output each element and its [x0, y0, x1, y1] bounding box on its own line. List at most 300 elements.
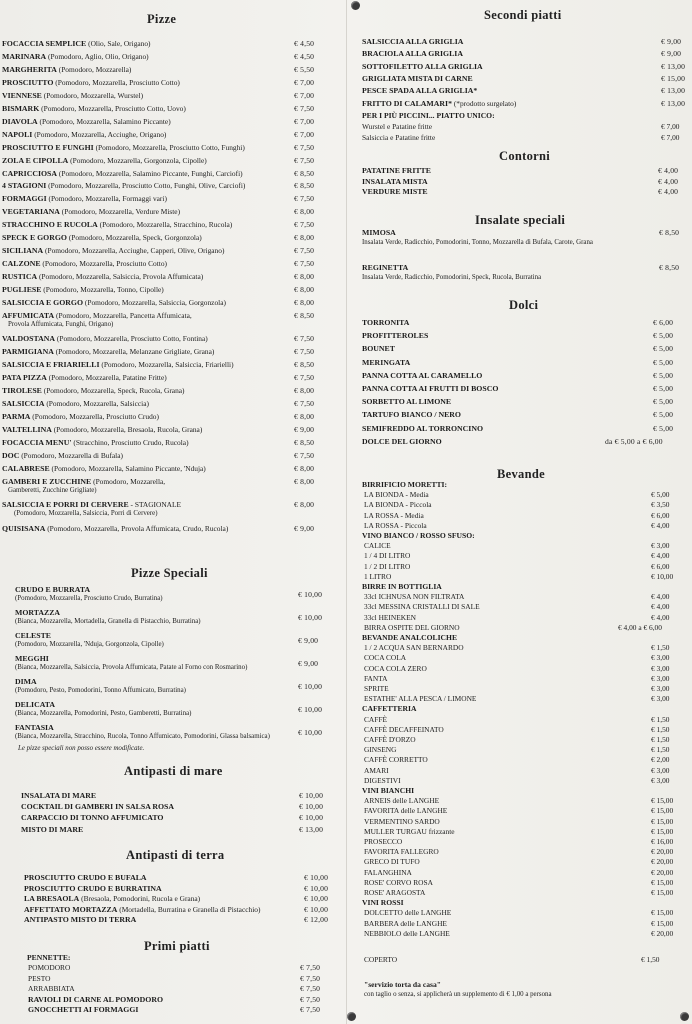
drink-name: LA ROSSA - Piccola: [364, 520, 427, 530]
item-name: FOCACCIA SEMPLICE: [2, 39, 87, 48]
kids-menu-title: PER I PIÙ PICCINI... PIATTO UNICO:: [362, 111, 495, 120]
menu-item: [2, 283, 336, 296]
section-title-pizze-speciali: Pizze Speciali: [131, 566, 208, 580]
drink-name: ARNEIS delle LANGHE: [364, 796, 440, 806]
drink-group-title: VINI BIANCHI: [362, 786, 415, 795]
drink-price: € 3,00: [651, 653, 670, 663]
item-price: da € 5,00 a € 6,00: [605, 436, 663, 446]
section-title-dolci: Dolci: [509, 298, 539, 312]
menu-item: [362, 84, 692, 97]
item-description: (Pomodoro, Mozzarella, Salsiccia, Friarielli): [101, 360, 234, 370]
drink-price: € 1,50: [651, 724, 670, 734]
item-price: € 7,50: [294, 334, 315, 344]
menu-item: [28, 1003, 328, 1016]
item-name: SICILIANA: [2, 246, 44, 256]
menu-item: [2, 296, 336, 309]
item-price: € 9,00: [661, 49, 682, 59]
item-price: € 8,50: [294, 438, 315, 448]
drink-name: CAFFÈ CORRETTO: [364, 755, 428, 765]
item-description: (Pomodoro, Mozzarella, Verdure Miste): [61, 207, 181, 217]
item-name: SOTTOFILETTO ALLA GRIGLIA: [362, 61, 483, 71]
torta-description: con taglio o senza, si applicherà un supplemento di € 1,00 a persona: [364, 991, 552, 998]
drink-name: LA BIONDA - Media: [364, 490, 429, 500]
item-price: € 7,50: [294, 347, 315, 357]
item-name: PARMIGIANA: [2, 347, 54, 357]
drink-price: € 10,00: [651, 571, 674, 581]
item-price: € 10,00: [304, 873, 329, 882]
item-name: CAPRICCIOSA: [2, 168, 58, 178]
item-price: € 5,50: [294, 64, 315, 74]
menu-item: [2, 244, 336, 257]
item-description: (Pomodoro, Mozzarella, Speck, Gorgonzola): [68, 233, 202, 243]
item-price: € 10,00: [299, 802, 324, 812]
menu-item: [362, 408, 692, 421]
menu-item: [362, 47, 692, 60]
menu-item: [2, 102, 336, 115]
item-description-line2: Gamberetti, Zucchine Grigliate): [8, 486, 97, 494]
drink-price: € 20,00: [651, 867, 674, 877]
item-name: STRACCHINO E RUCOLA: [2, 220, 98, 230]
menu-item: [2, 89, 336, 102]
menu-item: [2, 397, 336, 410]
item-price: € 7,50: [300, 984, 321, 994]
item-description: (Bianca, Mozzarella, Pomodorini, Pesto, Gamberetti, Burratina): [15, 710, 192, 717]
item-name: CRUDO E BURRATA: [15, 585, 91, 594]
item-name: ZOLA E CIPOLLA: [2, 155, 69, 165]
item-description: (Pomodoro, Mozzarella, Gorgonzola, Cipolle): [70, 155, 207, 165]
item-price: € 10,00: [299, 791, 324, 800]
item-price: € 10,00: [298, 728, 323, 737]
item-price: € 7,00: [294, 116, 315, 126]
item-price: € 13,00: [661, 86, 686, 96]
item-price: € 13,00: [299, 824, 324, 834]
menu-item: [2, 218, 336, 231]
drink-price: € 20,00: [651, 857, 674, 867]
drink-name: 33cl MESSINA CRISTALLI DI SALE: [364, 602, 480, 612]
drink-price: € 20,00: [651, 928, 674, 938]
drink-price: € 4,00: [651, 520, 670, 530]
item-name: FRITTO DI CALAMARI*: [362, 98, 452, 108]
menu-item: [362, 97, 692, 110]
drink-name: CAFFÈ DECAFFEINATO: [364, 724, 444, 734]
drink-name: SPRITE: [364, 684, 389, 693]
item-description: (Pomodoro, Mozzarella, Stracchino, Rucola): [99, 220, 233, 230]
section-title-contorni: Contorni: [499, 149, 551, 163]
menu-item: [362, 316, 692, 329]
item-price: € 8,00: [294, 476, 315, 486]
item-description: (Pomodoro, Mozzarella, Acciughe, Capperi, Olive, Origano): [45, 246, 225, 256]
item-price: € 8,00: [294, 233, 315, 243]
menu-item: [362, 185, 692, 198]
item-name: DOLCE DEL GIORNO: [362, 436, 442, 446]
item-name: PANNA COTTA AI FRUTTI DI BOSCO: [362, 384, 499, 393]
drink-price: € 5,00: [651, 490, 670, 500]
item-description: (Pomodoro, Mozzarella, Salsiccia, Gorgonzola): [84, 298, 226, 307]
item-price: € 4,00: [658, 187, 679, 196]
menu-item: [362, 60, 692, 73]
menu-item: [2, 358, 336, 371]
drink-name: ESTATHE' ALLA PESCA / LIMONE: [364, 694, 477, 704]
drink-group-title: VINO BIANCO / ROSSO SFUSO:: [362, 531, 475, 540]
kids-item-price: € 7,00: [661, 132, 680, 142]
item-price: € 8,50: [659, 228, 680, 237]
item-price: € 10,00: [298, 590, 323, 599]
drink-name: BIRRA OSPITE DEL GIORNO: [364, 622, 460, 632]
item-price: € 4,00: [658, 166, 679, 175]
item-description: (Bianca, Mozzarella, Salsiccia, Provola Affumicata, Patate al Forno con Rosmarino): [15, 664, 248, 671]
item-description: (Pomodoro, Mozzarella,: [93, 476, 166, 486]
item-name: MARINARA: [2, 51, 47, 61]
drink-name: DIGESTIVI: [364, 775, 401, 785]
item-price: € 5,00: [653, 344, 674, 354]
drink-price: € 15,00: [651, 796, 674, 806]
item-description: (*prodotto surgelato): [453, 98, 517, 108]
item-name: SALSICCIA ALLA GRIGLIA: [362, 37, 464, 46]
item-name: TIROLESE: [2, 386, 42, 396]
drink-name: BARBERA delle LANGHE: [364, 918, 447, 928]
item-price: € 8,00: [294, 412, 315, 422]
item-price: € 7,00: [294, 90, 315, 100]
drink-price: € 1,50: [651, 735, 670, 744]
menu-item: [2, 410, 336, 423]
item-price: € 9,00: [298, 636, 319, 645]
item-price: € 8,50: [294, 181, 315, 191]
drink-price: € 15,00: [651, 826, 674, 836]
item-price: € 5,00: [653, 397, 674, 407]
coperto-label: COPERTO: [364, 955, 398, 964]
item-name: TORRONITA: [362, 318, 410, 327]
item-price: € 5,00: [653, 370, 674, 380]
drink-price: € 3,00: [651, 694, 670, 704]
item-name: MERINGATA: [362, 357, 411, 367]
item-price: € 7,50: [294, 246, 315, 256]
item-name: PANNA COTTA AL CARAMELLO: [362, 370, 483, 380]
menu-item: [362, 369, 692, 382]
drink-price: € 16,00: [651, 837, 674, 846]
item-name: PROFITTEROLES: [362, 331, 429, 341]
drink-name: VERMENTINO SARDO: [364, 816, 440, 826]
section-title-pizze: Pizze: [147, 12, 177, 26]
item-price: € 13,00: [661, 61, 686, 71]
menu-item: [362, 435, 663, 448]
drink-name: DOLCETTO delle LANGHE: [364, 908, 452, 918]
drink-price: € 3,00: [651, 775, 670, 785]
drink-name: GINSENG: [364, 745, 397, 755]
item-name: TARTUFO BIANCO / NERO: [362, 410, 461, 420]
item-name: PARMA: [2, 412, 31, 422]
kids-item-name: Wurstel e Patatine fritte: [362, 122, 433, 131]
item-price: € 9,00: [294, 523, 315, 533]
item-description: (Pomodoro, Mozzarella, Acciughe, Origano): [34, 129, 167, 139]
drink-name: CALICE: [364, 541, 391, 551]
item-name: BRACIOLA ALLA GRIGLIA: [362, 49, 463, 59]
item-name: MIMOSA: [362, 228, 396, 237]
item-name: MORTAZZA: [15, 608, 61, 617]
item-price: € 12,00: [304, 915, 329, 924]
section-title-primi: Primi piatti: [144, 939, 210, 953]
menu-item: [362, 395, 692, 408]
item-description: (Pomodoro, Aglio, Olio, Origano): [48, 51, 149, 61]
item-name: AFFUMICATA: [2, 310, 55, 320]
drink-price: € 3,00: [651, 765, 670, 775]
item-price: € 8,00: [294, 386, 315, 396]
item-description: (Pomodoro, Pesto, Pomodorini, Tonno Affumicato, Burratina): [15, 687, 186, 694]
drink-group-title: BIRRIFICIO MORETTI:: [362, 480, 448, 489]
item-price: € 5,00: [653, 357, 674, 367]
item-name: DIMA: [15, 677, 37, 686]
item-price: € 7,00: [294, 129, 315, 139]
menu-item: [362, 72, 692, 85]
item-name: FANTASIA: [15, 723, 54, 732]
item-description: (Pomodoro, Mozzarella, Prosciutto Cotto): [55, 77, 180, 87]
item-name: VALDOSTANA: [2, 334, 56, 344]
item-name: QUISISANA: [2, 523, 46, 533]
item-name: ARRABBIATA: [28, 984, 75, 994]
drink-price: € 20,00: [651, 847, 674, 857]
drink-price: € 4,00: [651, 592, 670, 602]
drink-price: € 15,00: [651, 806, 674, 816]
menu-item: [2, 37, 336, 50]
item-price: € 5,00: [653, 331, 674, 341]
drink-group-title: BIRRE IN BOTTIGLIA: [362, 582, 442, 591]
drink-name: AMARI: [364, 765, 389, 775]
item-name: BISMARK: [2, 103, 40, 113]
item-description: Insalata Verde, Radicchio, Pomodorini, Tonno, Mozzarella di Bufala, Carote, Grana: [362, 239, 593, 246]
item-name: PATA PIZZA: [2, 373, 47, 383]
drink-price: € 3,00: [651, 673, 670, 683]
drink-price: € 1,50: [651, 745, 670, 755]
item-price: € 10,00: [298, 705, 323, 714]
menu-item: [2, 270, 336, 283]
item-name: GRIGLIATA MISTA DI CARNE: [362, 73, 473, 83]
item-name: PROSCIUTTO: [2, 77, 54, 87]
item-name: ANTIPASTO MISTO DI TERRA: [24, 915, 137, 924]
pin-hole-top: [351, 1, 360, 10]
menu-item: [2, 50, 336, 63]
item-price: € 10,00: [298, 682, 323, 691]
section-title-secondi: Secondi piatti: [484, 8, 562, 22]
item-description: (Pomodoro, Mozzarella): [58, 64, 132, 74]
item-name: CARPACCIO DI TONNO AFFUMICATO: [21, 813, 164, 823]
menu-item: [24, 913, 368, 926]
menu-item: [362, 35, 692, 48]
drink-price: € 3,50: [651, 500, 670, 510]
item-price: € 7,50: [294, 220, 315, 230]
item-price: € 8,00: [294, 298, 315, 307]
section-title-bevande: Bevande: [497, 467, 545, 481]
item-price: € 13,00: [661, 98, 686, 108]
drink-name: LA ROSSA - Media: [364, 510, 424, 520]
item-name: PROSCIUTTO CRUDO E BUFALA: [24, 873, 147, 882]
item-description-line2: (Pomodoro, Mozzarella, Salsiccia, Porri di Cervere): [14, 510, 158, 518]
item-description: (Pomodoro, Mozzarella, Prosciutto Cotto): [42, 259, 168, 269]
drink-name: NEBBIOLO delle LANGHE: [364, 928, 450, 938]
item-description: Insalata Verde, Radicchio, Pomodorini, Speck, Rucola, Burratina: [362, 274, 542, 281]
menu-item: [362, 356, 692, 369]
item-price: € 8,50: [294, 168, 315, 178]
item-description: (Bresaola, Pomodorini, Rucola e Grana): [81, 894, 201, 903]
drink-name: PROSECCO: [364, 837, 403, 846]
menu-item: [2, 63, 336, 76]
item-name: PATATINE FRITTE: [362, 166, 431, 175]
drink-name: CAFFÈ D'ORZO: [364, 735, 416, 744]
drink-price: € 4,00: [651, 602, 670, 612]
drink-name: FANTA: [364, 673, 388, 683]
item-description: (Pomodoro, Mozzarella, Prosciutto Crudo, Burratina): [15, 595, 163, 602]
item-price: € 8,00: [294, 463, 315, 473]
item-description: (Bianca, Mozzarella, Stracchino, Rucola, Tonno Affumicato, Pomodorini, Glassa balsamica): [15, 733, 270, 740]
drink-price: € 6,00: [651, 561, 670, 571]
item-price: € 8,50: [294, 360, 315, 370]
kids-item-name: Salsiccia e Patatine fritte: [362, 132, 436, 142]
drink-name: GRECO DI TUFO: [364, 857, 420, 867]
special-pizza-note: Le pizze speciali non posso essere modificate.: [18, 745, 145, 752]
menu-item: [2, 384, 336, 397]
menu-item: [2, 167, 336, 180]
coperto-price: € 1,50: [641, 955, 660, 964]
item-price: € 9,00: [294, 425, 315, 435]
section-title-antipasti-mare: Antipasti di mare: [124, 764, 223, 778]
item-name: DELICATA: [15, 700, 56, 709]
item-price: € 10,00: [304, 883, 329, 893]
item-description: (Pomodoro, Mozzarella, Prosciutto Cotto, Funghi): [95, 142, 245, 152]
item-name: INSALATA MISTA: [362, 176, 428, 186]
item-name: NAPOLI: [2, 129, 33, 139]
drink-price: € 15,00: [651, 877, 674, 887]
menu-item: [2, 462, 336, 475]
item-price: € 10,00: [304, 894, 329, 903]
drink-price: € 4,00: [651, 551, 670, 561]
item-name: COCKTAIL DI GAMBERI IN SALSA ROSA: [21, 802, 175, 812]
item-description: (Pomodoro, Mozzarella, Patatine Fritte): [48, 373, 167, 383]
drink-name: LA BIONDA - Piccola: [364, 500, 432, 510]
item-price: € 5,00: [653, 410, 674, 420]
item-name: GNOCCHETTI AI FORMAGGI: [28, 1005, 139, 1015]
drink-price: € 15,00: [651, 816, 674, 826]
item-name: INSALATA DI MARE: [21, 791, 97, 800]
drink-price: € 3,00: [651, 663, 670, 673]
item-name: CALABRESE: [2, 463, 50, 473]
menu-item: [2, 332, 336, 345]
item-name: DOC: [2, 451, 20, 460]
item-price: € 4,50: [294, 39, 315, 48]
item-price: € 7,50: [294, 399, 315, 409]
drink-name: 1 / 4 DI LITRO: [364, 551, 411, 561]
item-price: € 8,00: [294, 207, 315, 217]
item-name: VEGETARIANA: [2, 207, 60, 217]
item-name: PESTO: [28, 973, 51, 983]
item-description: (Pomodoro, Mozzarella, Melanzane Grigliate, Grana): [55, 347, 215, 357]
drink-price: € 15,00: [651, 888, 674, 897]
item-description: (Pomodoro, Mozzarella, Pancetta Affumicata,: [55, 310, 192, 320]
drink-name: 1 LITRO: [364, 571, 392, 581]
drink-group-title: BEVANDE ANALCOLICHE: [362, 633, 458, 642]
item-description: (Pomodoro, Mozzarella, 'Nduja, Gorgonzola, Cipolle): [15, 641, 164, 648]
item-description: (Pomodoro, Mozzarella di Bufala): [21, 451, 123, 460]
item-description-line2: Provola Affumicata, Funghi, Origano): [8, 320, 114, 328]
menu-item: [2, 192, 336, 205]
item-name: MISTO DI MARE: [21, 824, 84, 834]
item-price: € 7,50: [294, 194, 315, 204]
item-description: (Pomodoro, Mozzarella, Salamino Piccante): [39, 116, 171, 126]
item-name: BOUNET: [362, 344, 395, 354]
menu-item: [2, 141, 336, 154]
item-price: € 5,00: [653, 384, 674, 393]
item-description: (Pomodoro, Mozzarella, Salsiccia): [46, 399, 149, 409]
drink-name: FALANGHINA: [364, 867, 412, 877]
item-description: - STAGIONALE: [130, 500, 182, 510]
item-description: (Mortadella, Burratina e Granella di Pistacchio): [119, 904, 261, 914]
item-price: € 4,00: [658, 176, 679, 186]
drink-name: ROSE' ARAGOSTA: [364, 888, 426, 897]
drink-price: € 2,00: [651, 755, 670, 765]
item-name: PESCE SPADA ALLA GRIGLIA*: [362, 86, 478, 96]
item-name: PUGLIESE: [2, 285, 42, 295]
item-description: (Pomodoro, Mozzarella, Prosciutto Cotto, Uovo): [41, 103, 186, 113]
item-description: (Pomodoro, Mozzarella, Wurstel): [43, 90, 144, 100]
item-price: € 7,50: [294, 142, 315, 152]
drink-name: COCA COLA: [364, 653, 407, 663]
item-price: € 7,50: [300, 994, 321, 1004]
item-name: PROSCIUTTO CRUDO E BURRATINA: [24, 883, 162, 893]
menu-item: [362, 422, 692, 435]
item-name: FORMAGGI: [2, 194, 47, 204]
item-description: (Pomodoro, Mozzarella, Salsiccia, Provola Affumicata): [38, 272, 204, 282]
item-description: (Pomodoro, Mozzarella, Formaggi vari): [48, 194, 167, 204]
item-price: € 15,00: [661, 73, 686, 83]
item-name: RUSTICA: [2, 272, 38, 282]
item-name: AFFETTATO MORTAZZA: [24, 904, 118, 914]
item-price: € 8,00: [294, 272, 315, 282]
menu-item: [2, 522, 336, 535]
drink-group-title: VINI ROSSI: [362, 898, 404, 908]
item-price: € 10,00: [304, 904, 329, 914]
item-price: € 9,00: [298, 659, 319, 668]
drink-price: € 15,00: [651, 918, 674, 928]
item-name: RAVIOLI DI CARNE AL POMODORO: [28, 994, 164, 1004]
item-name: SALSICCIA E FRIARIELLI: [2, 360, 100, 370]
menu-item: [2, 345, 336, 358]
item-price: € 4,50: [294, 51, 315, 61]
item-name: LA BRESAOLA: [24, 894, 80, 903]
item-price: € 7,50: [300, 1005, 321, 1015]
drink-name: FAVORITA FALLEGRO: [364, 847, 439, 857]
menu-item: [2, 154, 336, 167]
menu-item: [2, 423, 336, 436]
item-description: (Olio, Sale, Origano): [88, 39, 151, 48]
torta-title: "servizio torta da casa": [364, 980, 441, 989]
kids-item-price: € 7,00: [661, 122, 680, 131]
pin-hole-bottom-left: [347, 1012, 356, 1021]
menu-item: [2, 231, 336, 244]
drink-name: 33cl ICHNUSA NON FILTRATA: [364, 592, 465, 602]
drink-price: € 3,00: [651, 684, 670, 693]
item-name: MEGGHI: [15, 654, 49, 663]
drink-name: 33cl HEINEKEN: [364, 612, 416, 622]
drink-name: MULLER TURGAU frizzante: [364, 826, 455, 836]
menu-item: [21, 823, 360, 836]
item-name: VIENNESE: [2, 90, 42, 100]
drink-price: € 6,00: [651, 510, 670, 520]
item-price: € 8,50: [659, 263, 680, 272]
drink-price: € 3,00: [651, 541, 670, 551]
menu-item: [362, 329, 692, 342]
item-name: 4 STAGIONI: [2, 181, 47, 191]
menu-item: [2, 76, 336, 89]
item-price: € 7,50: [300, 973, 321, 983]
item-name: FOCACCIA MENU': [2, 438, 72, 448]
drink-name: 1 / 2 ACQUA SAN BERNARDO: [364, 643, 464, 653]
